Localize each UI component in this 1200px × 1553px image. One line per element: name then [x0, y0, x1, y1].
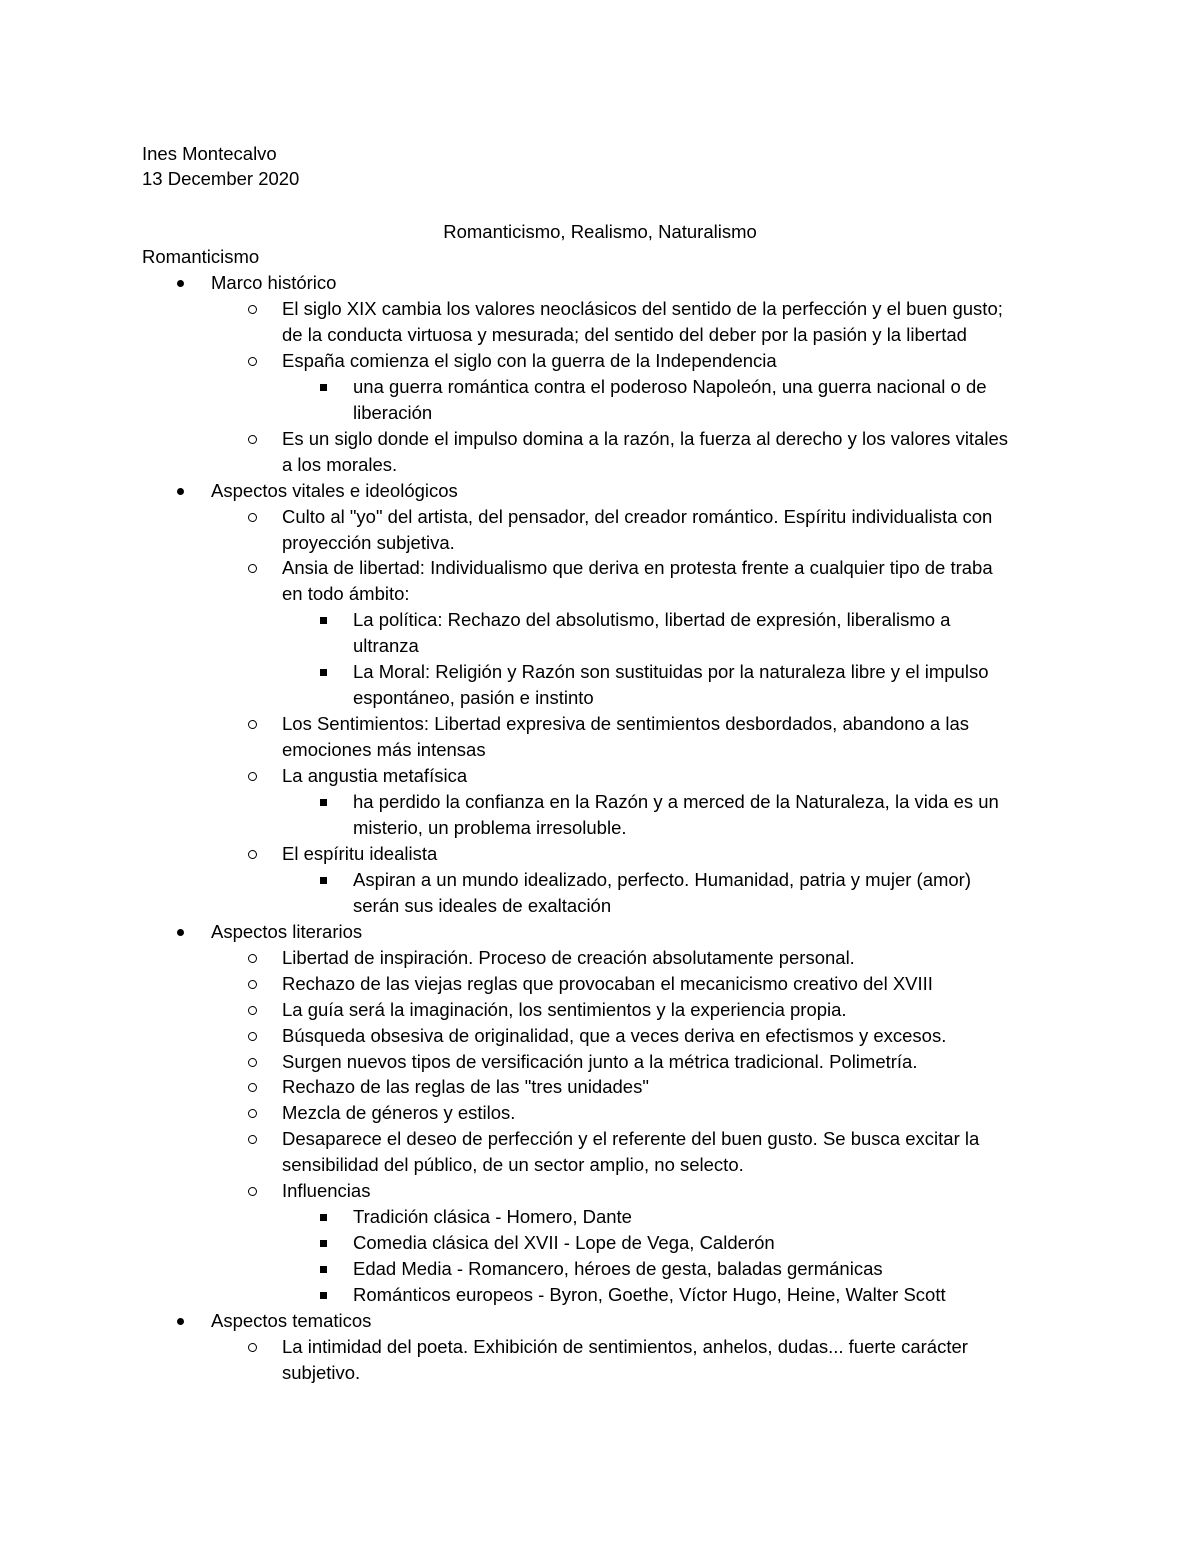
- outline-item-level3: liberación: [353, 401, 433, 423]
- bullet-square-icon: [320, 669, 327, 676]
- outline-item-level3: serán sus ideales de exaltación: [353, 894, 612, 916]
- bullet-square-icon: [320, 877, 327, 884]
- bullet-circle-icon: [248, 980, 257, 989]
- bullet-square-icon: [320, 384, 327, 391]
- bullet-circle-icon: [248, 772, 257, 781]
- outline-item-level2: Búsqueda obsesiva de originalidad, que a veces deriva en efectismos y excesos.: [282, 1024, 947, 1046]
- bullet-square-icon: [320, 1240, 327, 1247]
- outline-item-level2: Mezcla de géneros y estilos.: [282, 1102, 516, 1124]
- outline-item-level2: a los morales.: [282, 453, 398, 475]
- outline-item-level2: La intimidad del poeta. Exhibición de sentimientos, anhelos, dudas... fuerte carácter: [282, 1335, 968, 1357]
- outline-item-level3: Comedia clásica del XVII - Lope de Vega, Calderón: [353, 1232, 775, 1254]
- bullet-square-icon: [320, 1292, 327, 1299]
- bullet-circle-icon: [248, 720, 257, 729]
- outline-item-level2: Desaparece el deseo de perfección y el referente del buen gusto. Se busca excitar la: [282, 1128, 980, 1150]
- outline-item-level3: La política: Rechazo del absolutismo, libertad de expresión, liberalismo a: [353, 609, 951, 631]
- bullet-circle-icon: [248, 1032, 257, 1041]
- bullet-circle-icon: [248, 357, 257, 366]
- outline-item-level2: en todo ámbito:: [282, 583, 410, 605]
- bullet-circle-icon: [248, 1058, 257, 1067]
- outline-item-level2: proyección subjetiva.: [282, 531, 455, 553]
- outline-item-level3: misterio, un problema irresoluble.: [353, 816, 627, 838]
- outline-item-level1: Aspectos literarios: [211, 920, 363, 942]
- bullet-circle-icon: [248, 1135, 257, 1144]
- outline-item-level2: Es un siglo donde el impulso domina a la razón, la fuerza al derecho y los valores vitales: [282, 427, 1009, 449]
- outline-item-level3: Edad Media - Romancero, héroes de gesta, baladas germánicas: [353, 1258, 883, 1280]
- bullet-circle-icon: [248, 850, 257, 859]
- section-heading: Romanticismo: [142, 246, 260, 267]
- outline-item-level1: Aspectos tematicos: [211, 1310, 372, 1331]
- outline-item-level2: Los Sentimientos: Libertad expresiva de sentimientos desbordados, abandono a las: [282, 713, 969, 735]
- outline-item-level2: Libertad de inspiración. Proceso de creación absolutamente personal.: [282, 946, 855, 968]
- bullet-circle-icon: [248, 513, 257, 522]
- outline-item-level2: Culto al "yo" del artista, del pensador, del creador romántico. Espíritu individualista con: [282, 505, 993, 527]
- bullet-circle-icon: [248, 564, 257, 573]
- bullet-circle-icon: [248, 1187, 257, 1196]
- bullet-disc-icon: [177, 929, 184, 936]
- bullet-disc-icon: [177, 1318, 184, 1325]
- bullet-circle-icon: [248, 1343, 257, 1352]
- bullet-disc-icon: [177, 280, 184, 287]
- outline-item-level2: España comienza el siglo con la guerra de la Independencia: [282, 349, 777, 371]
- outline-item-level2: sensibilidad del público, de un sector amplio, no selecto.: [282, 1154, 744, 1176]
- outline-item-level2: Influencias: [282, 1180, 371, 1202]
- outline-item-level1: Aspectos vitales e ideológicos: [211, 479, 458, 501]
- outline-item-level3: espontáneo, pasión e instinto: [353, 687, 594, 709]
- author-name: Ines Montecalvo: [142, 143, 277, 164]
- bullet-circle-icon: [248, 1083, 257, 1092]
- bullet-circle-icon: [248, 305, 257, 314]
- outline-item-level3: ha perdido la confianza en la Razón y a merced de la Naturaleza, la vida es un: [353, 791, 999, 812]
- outline-item-level3: Tradición clásica - Homero, Dante: [353, 1206, 632, 1228]
- bullet-circle-icon: [248, 954, 257, 963]
- outline-item-level2: La guía será la imaginación, los sentimientos y la experiencia propia.: [282, 998, 847, 1020]
- outline-item-level3: La Moral: Religión y Razón son sustituidas por la naturaleza libre y el impulso: [353, 661, 989, 683]
- outline-item-level2: Rechazo de las viejas reglas que provocaban el mecanicismo creativo del XVIII: [282, 972, 933, 994]
- bullet-square-icon: [320, 799, 327, 806]
- outline-item-level3: Aspiran a un mundo idealizado, perfecto. Humanidad, patria y mujer (amor): [353, 868, 972, 890]
- bullet-square-icon: [320, 1214, 327, 1221]
- bullet-circle-icon: [248, 1006, 257, 1015]
- outline-item-level1: Marco histórico: [211, 272, 337, 293]
- bullet-disc-icon: [177, 488, 184, 495]
- outline-item-level2: de la conducta virtuosa y mesurada; del sentido del deber por la pasión y la libertad: [282, 323, 967, 345]
- outline-item-level2: El espíritu idealista: [282, 842, 438, 864]
- document-title: Romanticismo, Realismo, Naturalismo: [443, 221, 757, 242]
- outline-item-level3: una guerra romántica contra el poderoso Napoleón, una guerra nacional o de: [353, 375, 987, 397]
- outline-item-level2: El siglo XIX cambia los valores neoclásicos del sentido de la perfección y el buen gusto;: [282, 297, 1003, 319]
- outline-item-level3: ultranza: [353, 635, 419, 657]
- outline-item-level2: Surgen nuevos tipos de versificación junto a la métrica tradicional. Polimetría.: [282, 1050, 918, 1072]
- outline-item-level2: emociones más intensas: [282, 739, 486, 761]
- bullet-square-icon: [320, 1266, 327, 1273]
- outline-item-level2: Rechazo de las reglas de las "tres unidades": [282, 1076, 649, 1098]
- outline-item-level2: subjetivo.: [282, 1361, 361, 1383]
- outline-item-level2: La angustia metafísica: [282, 765, 468, 787]
- document-date: 13 December 2020: [142, 168, 300, 189]
- bullet-circle-icon: [248, 435, 257, 444]
- bullet-circle-icon: [248, 1109, 257, 1118]
- outline-item-level3: Románticos europeos - Byron, Goethe, Víctor Hugo, Heine, Walter Scott: [353, 1284, 946, 1306]
- outline-item-level2: Ansia de libertad: Individualismo que deriva en protesta frente a cualquier tipo de traba: [282, 557, 993, 579]
- bullet-square-icon: [320, 617, 327, 624]
